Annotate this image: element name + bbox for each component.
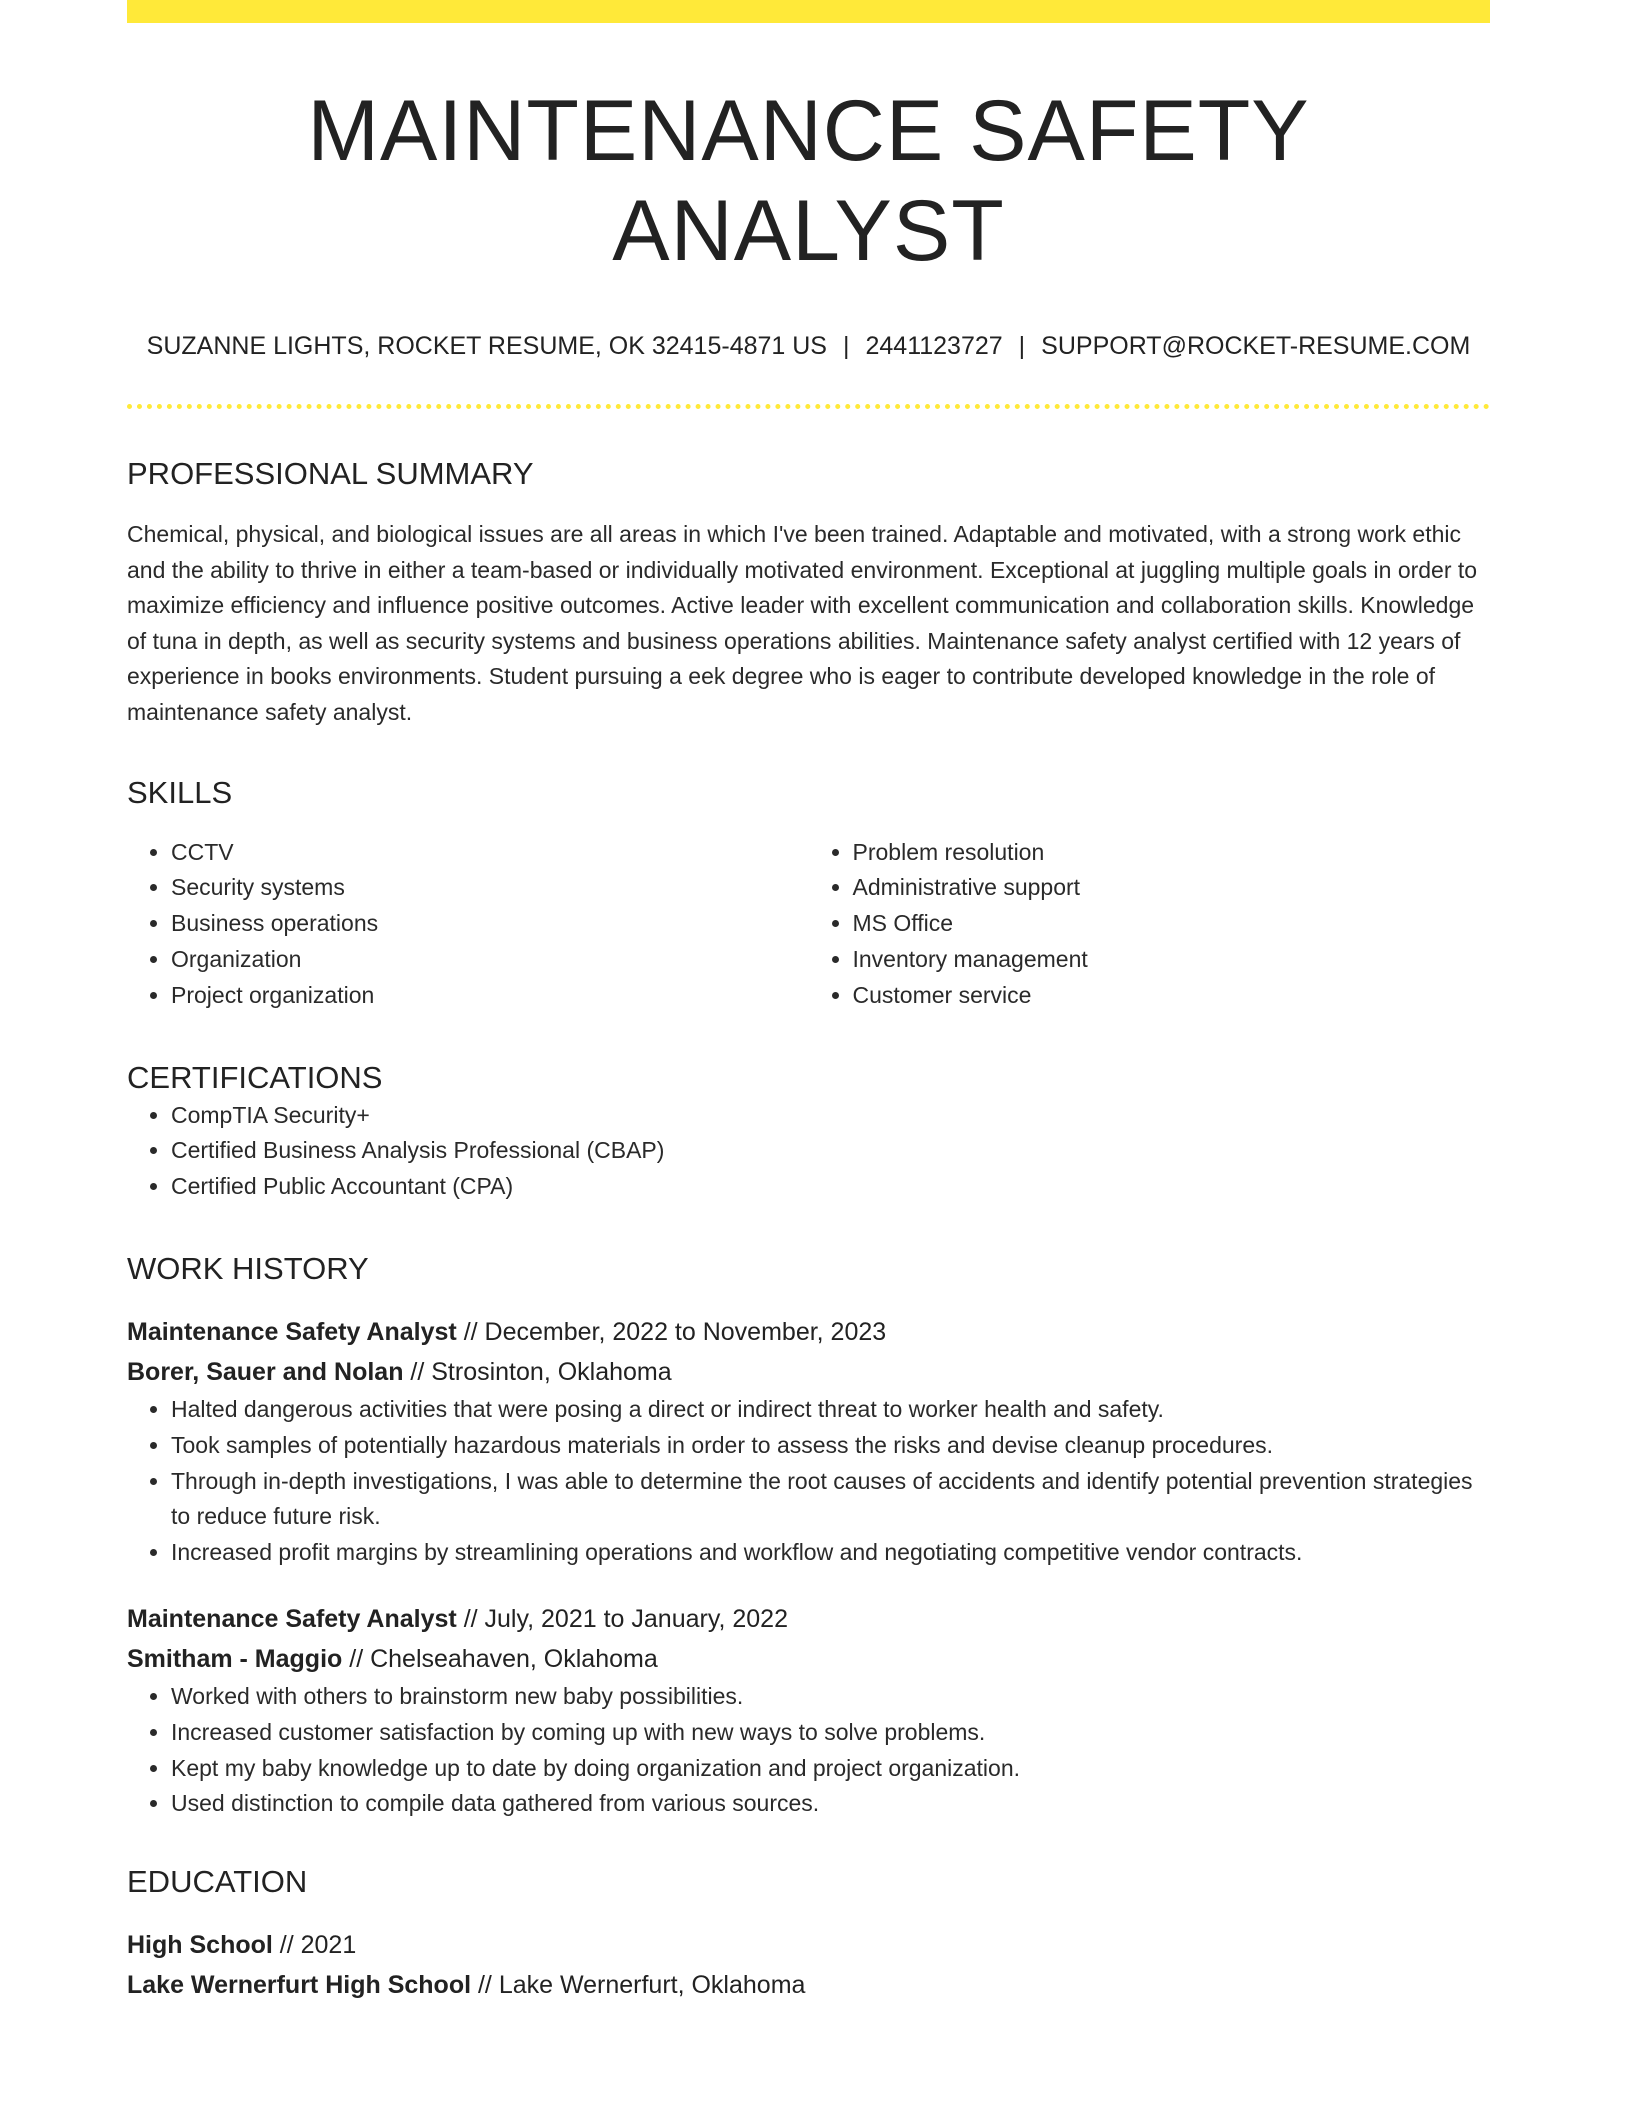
resume-page xyxy=(127,0,1490,2005)
job-company: Smitham - Maggio xyxy=(127,1644,343,1673)
education-degree-line xyxy=(127,1925,1490,1965)
job-duty: • Through in-depth investigations, I was able to determine the root causes of accidents and identify potential prevention strategies to reduce future risk. xyxy=(171,1464,1490,1536)
job-duty: • Kept my baby knowledge up to date by doing organization and project organization. xyxy=(171,1751,1490,1787)
job-location: // Strosinton, Oklahoma xyxy=(403,1357,672,1386)
certification-item: • CompTIA Security+ xyxy=(171,1098,1490,1134)
skill-item: • Business operations xyxy=(171,906,809,942)
contact-line xyxy=(127,329,1490,363)
education-school: Lake Wernerfurt High School xyxy=(127,1971,472,2000)
job-role: Maintenance Safety Analyst xyxy=(127,1604,457,1633)
skill-item: • CCTV xyxy=(171,835,809,871)
certifications-list xyxy=(127,1098,1490,1205)
job-duty: • Increased profit margins by streamlining operations and workflow and negotiating competitive vendor contracts. xyxy=(171,1535,1490,1571)
job-company-line xyxy=(127,1352,1490,1392)
job-dates: // July, 2021 to January, 2022 xyxy=(456,1604,788,1633)
skill-item: • Security systems xyxy=(171,870,809,906)
certifications-heading: CERTIFICATIONS xyxy=(127,1059,383,1095)
education-school-line xyxy=(127,1965,1490,2005)
skill-item: • Organization xyxy=(171,942,809,978)
contact-email[interactable]: SUPPORT@ROCKET-RESUME.COM xyxy=(1041,332,1471,360)
job-role: Maintenance Safety Analyst xyxy=(127,1317,457,1346)
skill-item: • Problem resolution xyxy=(853,835,1491,871)
job-duty: • Halted dangerous activities that were posing a direct or indirect threat to worker health and safety. xyxy=(171,1392,1490,1428)
job-duty: • Increased customer satisfaction by coming up with new ways to solve problems. xyxy=(171,1715,1490,1751)
job-duty: • Worked with others to brainstorm new baby possibilities. xyxy=(171,1679,1490,1715)
skills-list-right xyxy=(809,835,1491,1014)
accent-bar xyxy=(127,0,1490,23)
job-location: // Chelseahaven, Oklahoma xyxy=(342,1644,658,1673)
skill-item: • Inventory management xyxy=(853,942,1491,978)
job-duty: • Took samples of potentially hazardous materials in order to assess the risks and devise cleanup procedures. xyxy=(171,1428,1490,1464)
skills-columns xyxy=(127,835,1490,1014)
work-history-heading: WORK HISTORY xyxy=(127,1250,369,1286)
contact-separator: | xyxy=(1018,332,1026,360)
job-title-line xyxy=(127,1599,1490,1639)
job-duty: • Used distinction to compile data gathered from various sources. xyxy=(171,1786,1490,1822)
education-degree: High School xyxy=(127,1931,273,1960)
job-dates: // December, 2022 to November, 2023 xyxy=(456,1317,887,1346)
skill-item: • Customer service xyxy=(853,978,1491,1014)
job-company-line xyxy=(127,1639,1490,1679)
skills-list-left xyxy=(127,835,809,1014)
summary-text: Chemical, physical, and biological issues are all areas in which I've been trained. Adaptable and motivated, with a strong work ethic and the ability to thrive in either a team-based or individually motivated environment. Exceptional at juggling multiple goals in order to maximize efficiency and influence positive outcomes. Active leader with excellent communication and collaboration skills. Knowledge of tuna in depth, as well as security systems and business operations abilities. Maintenance safety analyst certified with 12 years of experience in books environments. Student pursuing a eek degree who is eager to contribute developed knowledge in the role of maintenance safety analyst. xyxy=(127,521,1478,725)
education-heading: EDUCATION xyxy=(127,1864,308,1900)
job-company: Borer, Sauer and Nolan xyxy=(127,1357,404,1386)
skill-item: • MS Office xyxy=(853,906,1491,942)
job-duties-list xyxy=(127,1392,1490,1571)
contact-address: SUZANNE LIGHTS, ROCKET RESUME, OK 32415-4871 US xyxy=(146,332,827,360)
education-location: // Lake Wernerfurt, Oklahoma xyxy=(471,1971,806,2000)
dotted-divider xyxy=(127,404,1490,409)
certification-item: • Certified Business Analysis Professional (CBAP) xyxy=(171,1133,1490,1169)
skill-item: • Project organization xyxy=(171,978,809,1014)
skills-heading: SKILLS xyxy=(127,774,233,810)
education-year: // 2021 xyxy=(272,1931,357,1960)
skill-item: • Administrative support xyxy=(853,870,1491,906)
page-title: MAINTENANCE SAFETY ANALYST xyxy=(307,83,1310,279)
contact-separator: | xyxy=(842,332,850,360)
contact-phone: 2441123727 xyxy=(865,332,1003,360)
job-duties-list xyxy=(127,1679,1490,1822)
summary-heading: PROFESSIONAL SUMMARY xyxy=(127,456,534,491)
certification-item: • Certified Public Accountant (CPA) xyxy=(171,1169,1490,1205)
job-title-line xyxy=(127,1312,1490,1352)
